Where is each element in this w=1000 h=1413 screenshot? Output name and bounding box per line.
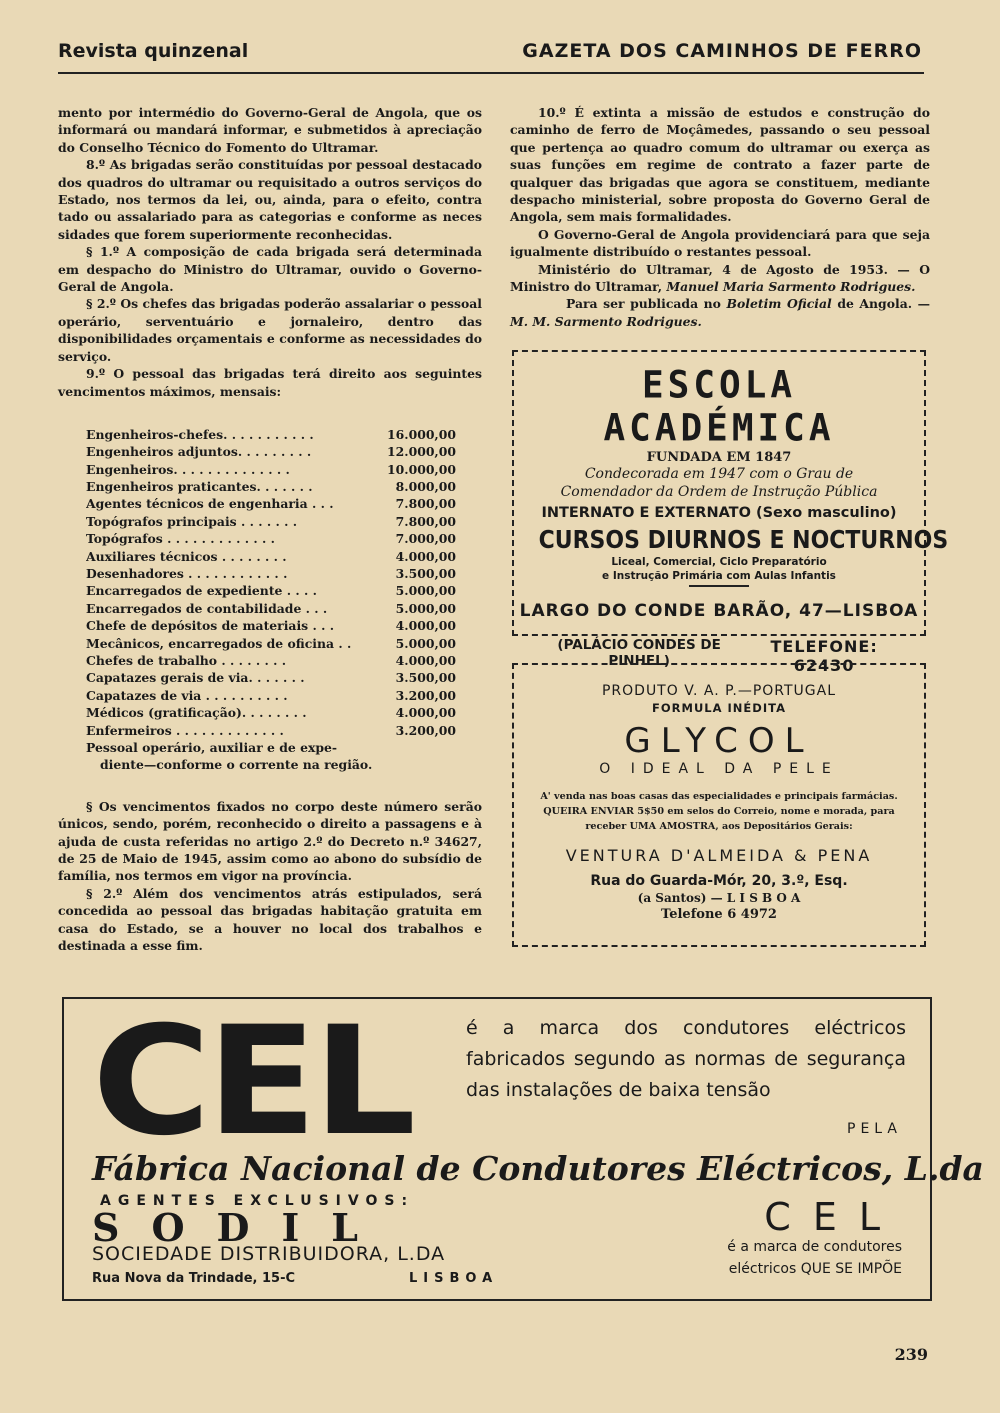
paragraph: O Governo-Geral de Angola providenciará para que seja igualmente distribuído o restantes pessoal.	[510, 226, 930, 260]
escola-founded: FUNDADA EM 1847	[646, 450, 792, 465]
salary-row	[86, 443, 456, 460]
salary-value: 5.000,00	[395, 600, 456, 616]
salary-row	[86, 669, 456, 686]
paragraph: § 1.º A composição de cada brigada será determinada em despacho do Ministro do Ultramar, ouvido o Governo-Geral de Angola.	[58, 244, 482, 295]
cel-pela: PELA	[847, 1121, 902, 1137]
salary-row	[86, 478, 456, 495]
salary-row	[86, 495, 456, 512]
cel-agentes: AGENTES EXCLUSIVOS:	[100, 1193, 415, 1209]
salary-category: Topógrafos principais . . . . . . .	[86, 513, 298, 529]
cel-sodil: SODIL	[92, 1205, 390, 1250]
salary-row	[86, 635, 456, 652]
salary-row	[86, 548, 456, 565]
salary-row	[86, 722, 456, 739]
salary-row	[86, 530, 456, 547]
salary-category: Capatazes de via . . . . . . . . . .	[86, 687, 288, 703]
escola-small-2: e Instrução Primária com Aulas Infantis	[602, 570, 836, 582]
salary-value: 3.500,00	[395, 566, 456, 582]
salary-value: 12.000,00	[387, 444, 456, 460]
salary-category: Auxiliares técnicos . . . . . . . .	[86, 548, 287, 564]
page-number: 239	[894, 1345, 928, 1364]
salary-category: Encarregados de contabilidade . . .	[86, 600, 328, 616]
salary-row	[86, 461, 456, 478]
salary-value: 7.800,00	[395, 496, 456, 512]
paragraph: 9.º O pessoal das brigadas terá direito aos seguintes vencimentos máximos, mensais:	[58, 366, 482, 399]
boletim-name: Boletim Oficial	[726, 296, 832, 312]
cel-sociedade: SOCIEDADE DISTRIBUIDORA, L.DA	[92, 1243, 446, 1265]
publish-text: Para ser publicada no	[566, 296, 727, 312]
cel-logo: CEL	[92, 995, 412, 1169]
salary-category: Engenheiros. . . . . . . . . . . . . .	[86, 461, 290, 477]
salary-value: 4.000,00	[395, 652, 456, 668]
salary-value: 16.000,00	[387, 426, 456, 442]
glycol-rua: Rua do Guarda-Mór, 20, 3.º, Esq.	[590, 873, 848, 889]
paragraph	[510, 261, 930, 296]
salary-value: 4.000,00	[395, 548, 456, 564]
salary-value: 5.000,00	[395, 635, 456, 651]
header-right: GAZETA DOS CAMINHOS DE FERRO	[522, 40, 922, 62]
salary-row	[86, 617, 456, 634]
escola-cursos: CURSOS DIURNOS E NOCTURNOS	[538, 525, 949, 554]
glycol-santos: (a Santos) — L I S B O A	[637, 891, 801, 905]
paragraph: mento por intermédio do Governo-Geral de Angola, que os informará ou mandará informar, e submetidos à apreciação do Conselho Técnico do Fomento do Ultramar.	[58, 105, 482, 155]
cel-lisboa: LISBOA	[409, 1271, 499, 1286]
salary-row	[86, 704, 456, 721]
glycol-venda: A' venda nas boas casas das especialidades e principais farmácias. QUEIRA ENVIAR 5$50 em selos do Correio, nome e morada, para receber UMA AMOSTRA, aos Depositários Gerais:	[540, 791, 898, 832]
escola-rule	[689, 585, 749, 587]
salary-value: 10.000,00	[387, 461, 456, 477]
glycol-ideal: O IDEAL DA PELE	[599, 761, 839, 777]
escola-internato: INTERNATO E EXTERNATO (Sexo masculino)	[541, 505, 897, 521]
salary-row	[86, 513, 456, 530]
salary-value: 3.200,00	[395, 722, 456, 738]
paragraph: § 2.º Os chefes das brigadas poderão assalariar o pessoal operário, serventuário e jornaleiro, dentro das disponibilidades orçamentais e conforme as necessidades do serviço.	[58, 296, 482, 364]
salary-category: Encarregados de expediente . . . .	[86, 583, 317, 599]
ad-escola-academica	[512, 350, 949, 675]
salary-category: Enfermeiros . . . . . . . . . . . . .	[86, 722, 284, 738]
escola-decorated-2: Comendador da Ordem de Instrução Pública	[560, 484, 878, 500]
salary-category: Chefe de depósitos de materiais . . .	[86, 618, 335, 634]
glycol-name: GLYCOL	[624, 721, 814, 761]
cel-right-text-1: é a marca de condutores	[727, 1239, 902, 1255]
salary-category: Engenheiros adjuntos. . . . . . . . .	[86, 444, 312, 460]
escola-title: ESCOLA ACADÉMICA	[603, 363, 835, 451]
salary-row	[86, 600, 456, 617]
glycol-telefone: Telefone 6 4972	[661, 907, 777, 922]
paragraph: § 2.º Além dos vencimentos atrás estipulados, será concedida ao pessoal das brigadas habitação gratuita em casa do Estado, se a houver no local dos trabalhos e destinada a esse fim.	[58, 885, 482, 953]
header-rule	[58, 72, 924, 74]
minister-initials: M. M. Sarmento Rodrigues.	[510, 313, 702, 329]
salary-category: Mecânicos, encarregados de oficina . .	[86, 635, 352, 651]
salary-value: 5.000,00	[395, 583, 456, 599]
salary-category: Engenheiros-chefes. . . . . . . . . . .	[86, 426, 314, 442]
salary-value: 3.500,00	[395, 670, 456, 686]
salary-row	[86, 687, 456, 704]
paragraph	[510, 295, 930, 330]
salary-category: Capatazes gerais de via. . . . . . .	[86, 670, 305, 686]
escola-palacio: (PALÁCIO CONDES DE PINHEL)	[557, 637, 721, 669]
salary-extra: diente—conforme o corrente na região.	[100, 757, 373, 773]
salary-category: Agentes técnicos de engenharia . . .	[86, 496, 334, 512]
header-left: Revista quinzenal	[58, 40, 249, 62]
glycol-produto: PRODUTO V. A. P.—PORTUGAL	[601, 683, 837, 699]
escola-telefone: TELEFONE: 62430	[770, 637, 878, 675]
salary-row	[86, 582, 456, 599]
salary-table	[86, 426, 456, 774]
escola-decorated-1: Condecorada em 1947 com o Grau de	[584, 466, 854, 482]
cel-fabrica: Fábrica Nacional de Condutores Eléctricos, L.da	[92, 1149, 984, 1188]
salary-value: 8.000,00	[395, 479, 456, 495]
salary-value: 3.200,00	[395, 687, 456, 703]
left-column	[58, 104, 482, 954]
ad-cel	[62, 995, 984, 1301]
salary-category: Topógrafos . . . . . . . . . . . . .	[86, 531, 275, 547]
salary-value: 4.000,00	[395, 705, 456, 721]
salary-value: 4.000,00	[395, 618, 456, 634]
salary-extra: Pessoal operário, auxiliar e de expe-	[86, 739, 338, 755]
right-column	[510, 104, 930, 330]
salary-category: Chefes de trabalho . . . . . . . .	[86, 652, 287, 668]
escola-small-1: Liceal, Comercial, Ciclo Preparatório	[611, 556, 827, 568]
paragraph: 10.º É extinta a missão de estudos e construção do caminho de ferro de Moçâmedes, passando o seu pessoal que pertença ao quadro comum do ultramar ou exerça as suas funções em regime de contrato a fazer parte de qualquer das brigadas que agora se constituem, mediante despacho ministerial, sobre proposta do Governo Geral de Angola, sem mais formalidades.	[510, 105, 930, 225]
salary-row	[86, 565, 456, 582]
minister-name: Manuel Maria Sarmento Rodrigues.	[666, 279, 916, 295]
glycol-formula: FORMULA INÉDITA	[652, 701, 786, 715]
publish-text-2: de Angola. —	[831, 296, 930, 312]
salary-row	[86, 652, 456, 669]
paragraph: § Os vencimentos fixados no corpo deste número serão únicos, sendo, porém, reconhecido o direito a passagens e à ajuda de custa referidas no artigo 2.º do Decreto n.º 34627, de 25 de Maio de 1945, assim como ao abono do subsídio de família, nos termos em vigor na província.	[58, 798, 482, 884]
signature-text: Ministério do Ultramar, 4 de Agosto de 1953. — O Ministro do Ultramar,	[510, 261, 930, 295]
salary-row	[86, 426, 456, 443]
salary-value: 7.800,00	[395, 513, 456, 529]
salary-category: Engenheiros praticantes. . . . . . .	[86, 479, 313, 495]
salary-category: Desenhadores . . . . . . . . . . . .	[86, 566, 288, 582]
cel-right-logo: CEL	[764, 1195, 902, 1239]
glycol-ventura: VENTURA D'ALMEIDA & PENA	[565, 846, 873, 865]
escola-address: LARGO DO CONDE BARÃO, 47—LISBOA	[519, 601, 919, 621]
ad-glycol	[512, 663, 926, 947]
salary-category: Médicos (gratificação). . . . . . . .	[86, 705, 307, 721]
salary-value: 7.000,00	[395, 531, 456, 547]
paragraph: 8.º As brigadas serão constituídas por pessoal destacado dos quadros do ultramar ou requisitado a outros serviços do Estado, nos termos da lei, ou, ainda, para o efeito, contra tado ou assalariado para as categorias e conforme as neces sidades que forem superiormente reconhecidas.	[58, 157, 482, 242]
cel-rua: Rua Nova da Trindade, 15-C	[92, 1271, 296, 1286]
cel-description: é a marca dos condutores eléctricos fabricados segundo as normas de segurança das instalações de baixa tensão	[466, 1017, 906, 1101]
cel-right-text-2: eléctricos QUE SE IMPÕE	[728, 1261, 902, 1277]
